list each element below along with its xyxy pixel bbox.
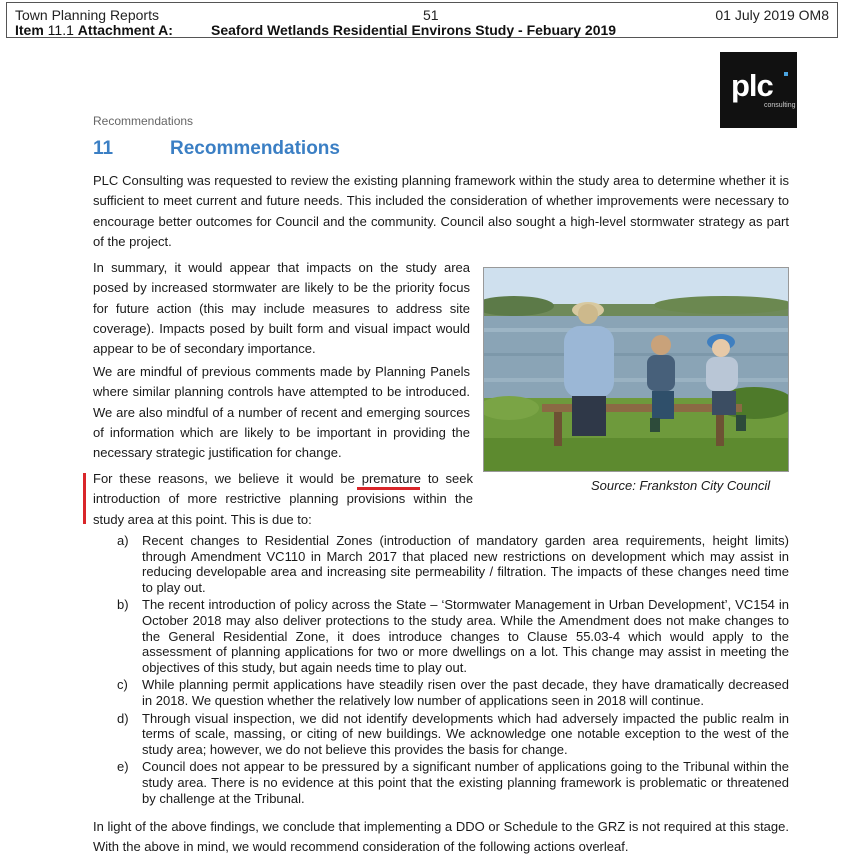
- list-letter: d): [117, 710, 129, 726]
- page-header: [6, 2, 838, 38]
- section-number: 11: [93, 138, 114, 159]
- logo-subtitle: consulting: [764, 102, 796, 109]
- section-title: Recommendations: [170, 138, 340, 159]
- list-item: [117, 677, 789, 708]
- page-number: 51: [423, 7, 439, 23]
- list-text: Through visual inspection, we did not identify developments which had adversely impacted the public realm in terms of scale, massing, or citing of new buildings. We acknowledge one notable exception to the west of the study area; however, we do not believe this provides the basis for change.: [142, 710, 789, 757]
- list-item: [117, 597, 789, 675]
- item-label: Item: [15, 22, 44, 38]
- revision-margin-mark: [83, 473, 86, 524]
- mindful-paragraph: We are mindful of previous comments made by Planning Panels where similar planning controls have attempted to be introduced. We are also mindful of a number of recent and emerging sources of information which are likely to be important in providing the necessary strategic justification for change.: [93, 364, 470, 461]
- study-title: Seaford Wetlands Residential Environs Study - Febuary 2019: [211, 22, 617, 38]
- list-item: [117, 533, 789, 595]
- list-letter: c): [117, 677, 128, 693]
- intro-paragraph: PLC Consulting was requested to review the existing planning framework within the study area to determine whether it is sufficient to meet current and future needs. This included the consideration of whether improvements were necessary to encourage better outcomes for Council and the community. Council also sought a high-level stormwater strategy as part of the project.: [93, 173, 789, 249]
- list-item: [117, 711, 789, 758]
- item-number: 11.1: [43, 22, 78, 38]
- list-text: Council does not appear to be pressured by a significant number of applications going to the Tribunal within the study area. There is no evidence at this point that the existing planning framework is problematic or threatened by challenge at the Tribunal.: [142, 759, 789, 806]
- reasons-paragraph: For these reasons, we believe it would be premature to seek introduction of more restrictive planning provisions within the study area at this point. This is due to:: [93, 471, 473, 527]
- plc-logo: [720, 52, 797, 128]
- list-text: Recent changes to Residential Zones (introduction of mandatory garden area requirements, height limits) through Amendment VC110 in March 2017 that placed new restrictions on development which may assist in reducing developable area and increasing site permeability / filtration. The impacts of these changes need time to play out.: [142, 533, 789, 595]
- reasons-list: [117, 533, 789, 808]
- list-letter: b): [117, 597, 129, 613]
- list-letter: a): [117, 533, 129, 548]
- wetlands-photo: [483, 267, 789, 472]
- list-text: While planning permit applications have steadily risen over the past decade, they have dramatically decreased in 2018. We question whether the relatively low number of applications seen in 2018 will continue.: [142, 677, 789, 708]
- conclusion-paragraph: In light of the above findings, we conclude that implementing a DDO or Schedule to the GRZ is not required at this stage. With the above in mind, we would recommend consideration of the following actions overleaf.: [93, 819, 789, 855]
- report-name: Town Planning Reports: [15, 7, 159, 23]
- logo-wordmark: plc: [731, 68, 773, 103]
- logo-accent: [784, 72, 788, 76]
- summary-paragraph: In summary, it would appear that impacts on the study area posed by increased stormwater are likely to be the priority focus for future action (this may include measures to address site coverage). Impacts posed by built form and visual impact would appear to be of secondary importance.: [93, 260, 470, 357]
- list-text: The recent introduction of policy across the State – ‘Stormwater Management in Urban Development’, VC154 in October 2018 may also deliver protections to the study area. While the Amendment does not make changes to the General Residential Zone, it does introduce changes to Clause 55.03-4 which would apply to the assessment of planning applications for two or more dwellings on a lot. This change may assist in meeting the objectives of this study, but again needs time to play out.: [142, 597, 789, 675]
- meeting-date: 01 July 2019 OM8: [715, 7, 829, 23]
- list-item: [117, 759, 789, 806]
- attachment-label: Attachment A:: [77, 22, 173, 38]
- photo-caption: Source: Frankston City Council: [591, 478, 771, 493]
- premature-underline: [357, 487, 420, 490]
- breadcrumb: Recommendations: [93, 114, 194, 128]
- item-reference: [15, 22, 173, 38]
- list-letter: e): [117, 759, 129, 775]
